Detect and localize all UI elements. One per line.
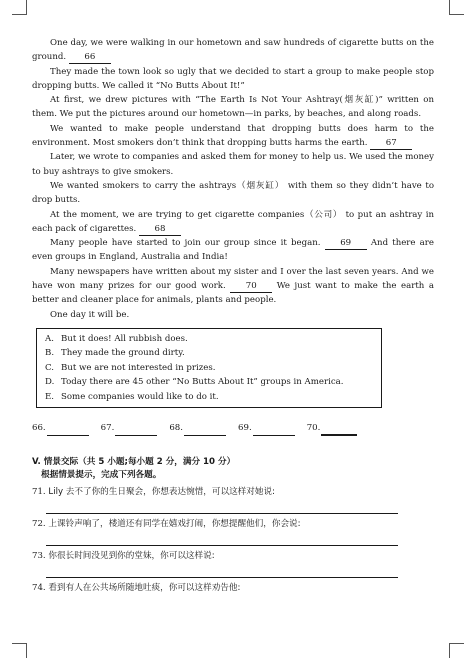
answer-field-70[interactable] — [321, 424, 357, 436]
answer-field-69[interactable] — [253, 425, 295, 436]
option-letter: A. — [45, 333, 54, 344]
answer-number: 70. — [306, 423, 321, 434]
option-text: They made the ground dirty. — [61, 348, 185, 359]
question-number: 71. — [32, 486, 46, 497]
question-number: 73. — [32, 550, 46, 561]
answer-66 — [32, 421, 89, 435]
answer-70 — [307, 421, 358, 435]
answer-69 — [238, 421, 295, 435]
answer-row — [32, 421, 434, 435]
section-title: V. 情景交际（共 5 小题;每小题 2 分，满分 10 分） — [32, 456, 236, 467]
option-e — [45, 390, 373, 405]
blank-70[interactable]: 70 — [230, 281, 272, 293]
question-text: 你很长时间没见到你的堂妹，你可以这样说: — [48, 550, 215, 561]
answer-number: 66. — [32, 423, 46, 434]
option-letter: B. — [45, 348, 55, 359]
passage-paragraph-4 — [32, 122, 434, 151]
paragraph-text: At the moment, we are trying to get cigarette companies（公司） to put an ashtray in each pack of cigarettes. — [32, 209, 434, 234]
blank-66[interactable]: 66 — [69, 52, 111, 64]
passage-paragraph-9 — [32, 265, 434, 308]
crop-mark-top-left — [12, 0, 27, 15]
option-a — [45, 332, 373, 347]
paragraph-text: Many newspapers have written about my sister and I over the last seven years. And we have won many prizes for our good work. — [32, 266, 434, 292]
answer-line-71[interactable] — [46, 499, 398, 514]
passage-paragraph-6: We wanted smokers to carry the ashtrays（烟灰缸） with them so they didn’t have to drop butts. — [32, 180, 434, 206]
blank-69[interactable]: 69 — [325, 238, 367, 250]
answer-67 — [101, 421, 158, 435]
option-d — [45, 375, 373, 390]
passage-paragraph-3: At first, we drew pictures with “The Earth Is Not Your Ashtray(烟灰缸)” written on them. We put the pictures around our hometown—in parks, by beaches, and along roads. — [32, 95, 434, 120]
option-letter: C. — [45, 362, 55, 373]
question-text: 看到有人在公共场所随地吐痰，你可以这样劝告他: — [48, 582, 241, 593]
crop-mark-top-right — [449, 0, 464, 15]
options-box — [36, 328, 382, 409]
blank-67[interactable]: 67 — [370, 138, 412, 150]
passage-paragraph-10: One day it will be. — [50, 309, 130, 320]
option-letter: E. — [45, 391, 55, 402]
blank-68[interactable]: 68 — [139, 224, 181, 236]
option-text: Today there are 45 other “No Butts About It” groups in America. — [61, 377, 344, 388]
question-73 — [32, 550, 434, 578]
passage-paragraph-8 — [32, 236, 434, 265]
paragraph-text: We just want to make the earth a better and cleaner place for animals, plants and people. — [32, 281, 434, 306]
option-c — [45, 361, 373, 376]
crop-mark-bottom-right — [449, 643, 464, 658]
answer-68 — [169, 421, 226, 435]
passage-paragraph-2: They made the town look so ugly that we decided to start a group to make people stop dropping butts. We called it “No Butts About It!” — [32, 66, 434, 91]
passage-paragraph-7 — [32, 208, 434, 237]
question-text: Lily 去不了你的生日聚会，你想表达惋惜，可以这样对她说: — [48, 486, 275, 497]
paragraph-text: Many people have started to join our group since it began. — [50, 238, 321, 249]
crop-mark-bottom-left — [12, 643, 27, 658]
paragraph-text: One day, we were walking in our hometown and saw hundreds of cigarette butts on the ground. — [32, 38, 434, 63]
answer-field-68[interactable] — [184, 425, 226, 436]
question-74 — [32, 582, 434, 595]
option-b — [45, 346, 373, 361]
question-72 — [32, 518, 434, 546]
paragraph-text: We wanted to make people understand that dropping butts does harm to the environment. Most smokers don’t think that dropping butts harms the earth. — [32, 123, 434, 149]
answer-number: 67. — [100, 423, 115, 434]
question-text: 上课铃声响了，楼道还有同学在嬉戏打闹，你想提醒他们，你会说: — [48, 518, 301, 529]
answer-number: 69. — [238, 423, 252, 434]
answer-number: 68. — [169, 423, 184, 434]
passage-paragraph-1 — [32, 36, 434, 65]
question-71 — [32, 486, 434, 514]
option-text: But it does! All rubbish does. — [61, 333, 188, 344]
exam-page — [32, 36, 434, 595]
section-subtitle: 根据情景提示，完成下列各题。 — [41, 469, 162, 480]
paragraph-text: And there are even groups in England, Australia and India! — [32, 238, 434, 263]
option-text: But we are not interested in prizes. — [61, 362, 216, 373]
passage-paragraph-5: Later, we wrote to companies and asked them for money to help us. We used the money to buy ashtrays to give smokers. — [32, 152, 434, 177]
answer-field-66[interactable] — [47, 425, 89, 436]
question-number: 74. — [32, 582, 46, 593]
option-text: Some companies would like to do it. — [61, 391, 219, 402]
answer-line-73[interactable] — [46, 563, 398, 578]
question-number: 72. — [32, 518, 46, 529]
answer-field-67[interactable] — [115, 425, 157, 436]
answer-line-72[interactable] — [46, 531, 398, 546]
option-letter: D. — [45, 377, 55, 388]
